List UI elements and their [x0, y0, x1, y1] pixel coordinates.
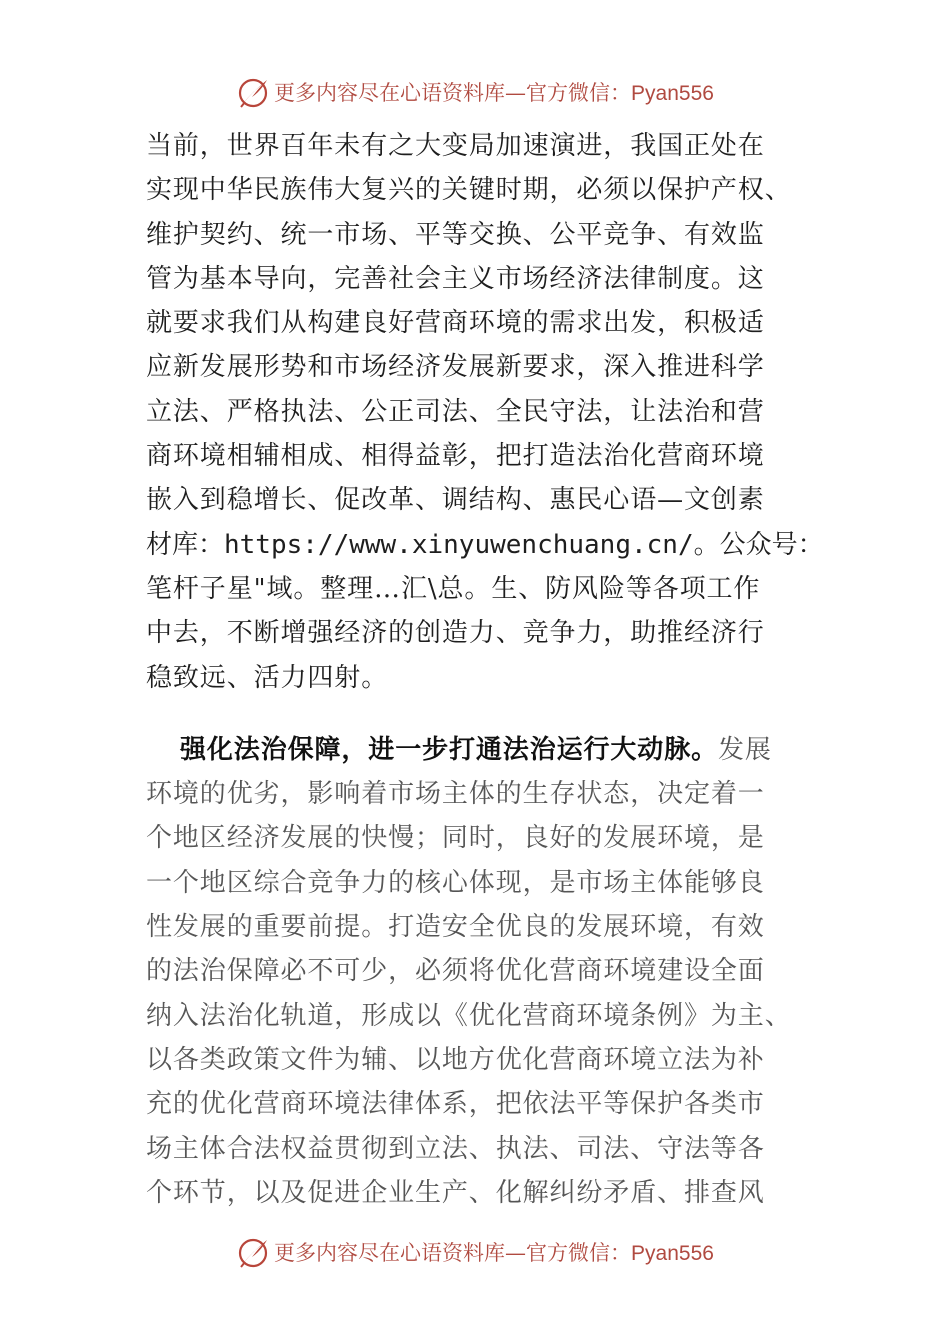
paragraph-line: 中去，不断增强经济的创造力、竞争力，助推经济行	[146, 618, 765, 649]
paragraph-line: 嵌入到稳增长、促改革、调结构、惠民心语—文创素	[146, 485, 765, 516]
paragraph-line: 一个地区综合竞争力的核心体现，是市场主体能够良	[146, 867, 765, 898]
footer-wechat-id: Pyan556	[631, 1242, 714, 1265]
paragraph-line: 的法治保障必不可少，必须将优化营商环境建设全面	[146, 956, 765, 987]
paragraph-line: 维护契约、统一市场、平等交换、公平竞争、有效监	[146, 219, 765, 250]
paragraph-line: 应新发展形势和市场经济发展新要求，深入推进科学	[146, 352, 765, 383]
paragraph-line: 个环节，以及促进企业生产、化解纠纷矛盾、排查风	[146, 1177, 765, 1208]
paragraph-line: 当前，世界百年未有之大变局加速演进，我国正处在	[146, 131, 765, 161]
header-text: 更多内容尽在心语资料库—官方微信：Pyan556	[274, 81, 714, 105]
document-body	[146, 124, 824, 1215]
paragraph-line: 纳入法治化轨道，形成以《优化营商环境条例》为主、	[146, 1000, 792, 1031]
paragraph-line: 立法、严格执法、公正司法、全民守法，让法治和营	[146, 396, 765, 427]
paragraph-line: 个地区经济发展的快慢；同时，良好的发展环境，是	[146, 823, 765, 854]
paragraph-line: 性发展的重要前提。打造安全优良的发展环境，有效	[146, 912, 765, 943]
paragraph-line: 以各类政策文件为辅、以地方优化营商环境立法为补	[146, 1044, 765, 1075]
paragraph-line: 实现中华民族伟大复兴的关键时期，必须以保护产权、	[146, 175, 792, 206]
header-wechat-id: Pyan556	[631, 82, 714, 105]
paragraph-gap	[146, 700, 818, 728]
feather-logo-icon	[236, 75, 270, 109]
paragraph-1	[146, 124, 824, 700]
paragraph-first-line	[146, 728, 818, 772]
paragraph-line: 场主体合法权益贯彻到立法、执法、司法、守法等各	[146, 1133, 765, 1164]
paragraph-line: 环境的优劣，影响着市场主体的生存状态，决定着一	[146, 779, 765, 810]
paragraph-first-line-rest: 发展	[718, 734, 772, 765]
paragraph-line: 充的优化营商环境法律体系，把依法平等保护各类市	[146, 1089, 765, 1120]
paragraph-line-url: 材库：https://www.xinyuwenchuang.cn/。公众号：	[146, 529, 824, 560]
paragraph-line: 管为基本导向，完善社会主义市场经济法律制度。这	[146, 263, 765, 294]
paragraph-line: 就要求我们从构建良好营商环境的需求出发，积极适	[146, 308, 765, 339]
footer-banner	[0, 1230, 950, 1274]
footer-text: 更多内容尽在心语资料库—官方微信：Pyan556	[274, 1241, 714, 1265]
paragraph-line: 商环境相辅相成、相得益彰，把打造法治化营商环境	[146, 441, 765, 472]
feather-logo-icon	[236, 1235, 270, 1269]
header-banner	[0, 70, 950, 114]
paragraph-line: 稳致远、活力四射。	[146, 662, 389, 693]
paragraph-lead-heading: 强化法治保障，进一步打通法治运行大动脉。	[180, 734, 719, 765]
paragraph-2	[146, 728, 818, 1215]
paragraph-line: 笔杆子星"域。整理…汇\总。生、防风险等各项工作	[146, 573, 761, 604]
